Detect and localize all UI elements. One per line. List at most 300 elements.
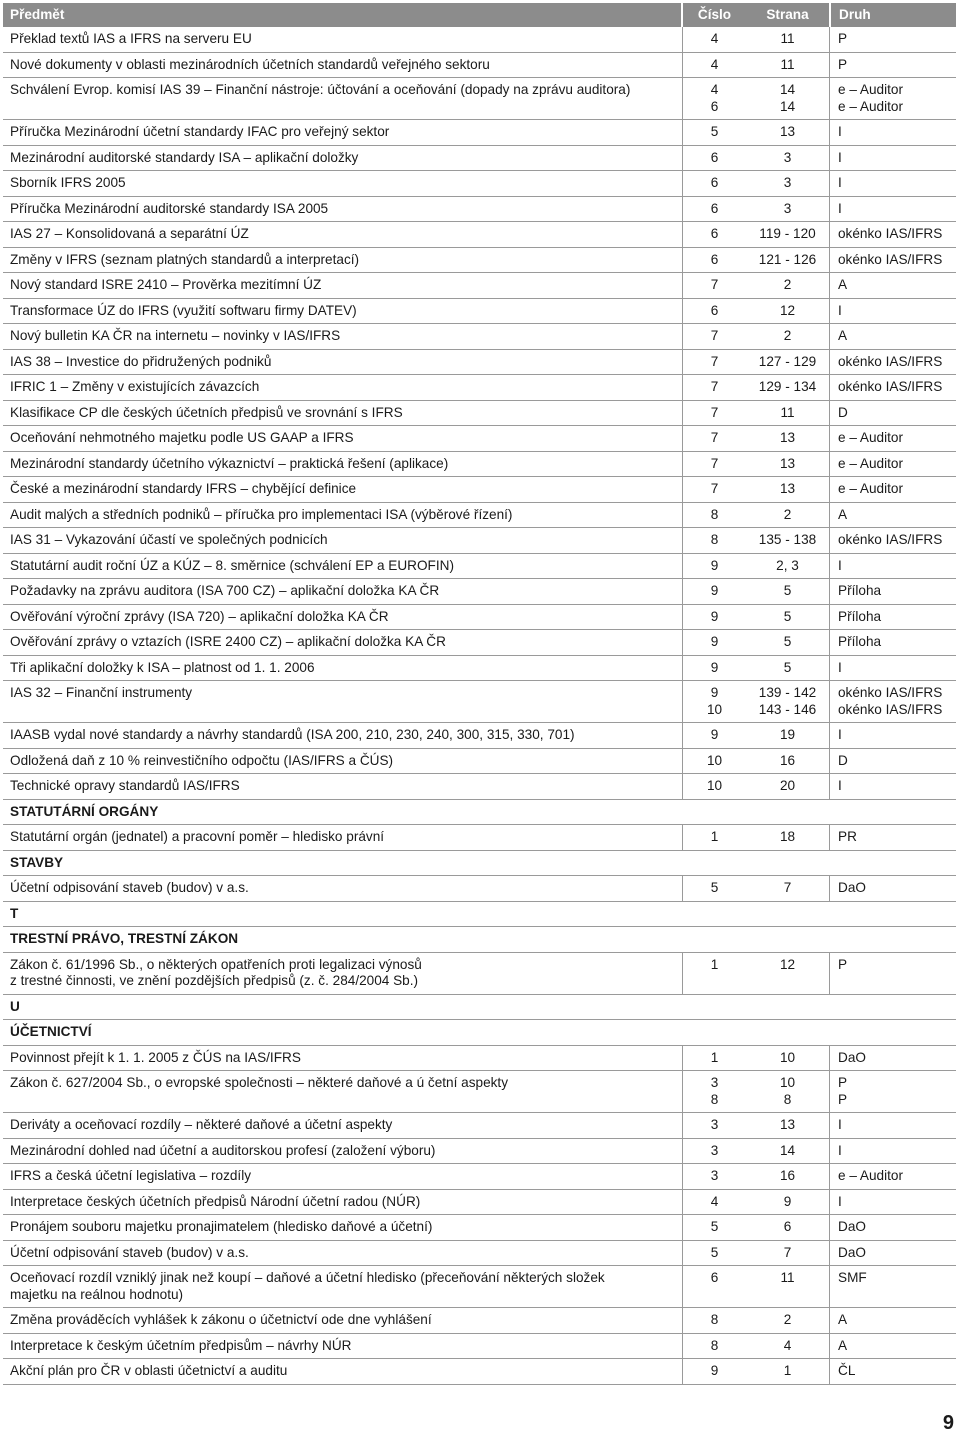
row-page-value: 139 - 142: [758, 685, 817, 700]
row-page-value: 7: [783, 1244, 792, 1260]
row-type: [829, 1308, 956, 1333]
row-number-value: 9: [710, 557, 719, 573]
row-type: [829, 477, 956, 502]
row-page-value: 11: [780, 56, 795, 72]
row-type: [829, 876, 956, 901]
row-type-value: D: [838, 752, 848, 768]
row-page: [746, 426, 829, 451]
row-number: [683, 1266, 746, 1307]
row-type: [829, 1071, 956, 1112]
row-page: [746, 1215, 829, 1240]
row-page-value: 13: [779, 124, 796, 139]
row-type-value: P: [838, 956, 848, 972]
row-number: [683, 554, 746, 579]
row-subject: Pronájem souboru majetku pronajimatelem (hledisko daňové a účetní): [3, 1215, 683, 1240]
row-page-value: 9: [783, 1193, 792, 1209]
row-subject: IAASB vydal nové standardy a návrhy standardů (ISA 200, 210, 230, 240, 300, 315, 330, 701): [3, 723, 683, 748]
row-number-value: 5: [710, 880, 719, 895]
row-number: [683, 1190, 746, 1215]
row-number-value: 9: [710, 583, 719, 598]
row-type-value: okénko IAS/IFRS: [838, 532, 943, 547]
row-subject: Požadavky na zprávu auditora (ISA 700 CZ) – aplikační doložka KA ČR: [3, 579, 683, 604]
table-row: [3, 477, 956, 503]
row-type: [829, 1190, 956, 1215]
table-row: [3, 197, 956, 223]
header-subject: Předmět: [3, 3, 683, 27]
table-row: [3, 1308, 956, 1334]
row-type: [829, 401, 956, 426]
row-type: [829, 222, 956, 247]
row-subject: Mezinárodní dohled nad účetní a auditorskou profesí (založení výboru): [3, 1139, 683, 1164]
row-number-value: 3: [710, 1117, 719, 1132]
row-page-value: 14: [779, 1142, 796, 1158]
row-page-value: 10: [779, 1049, 796, 1065]
row-number: [683, 528, 746, 553]
row-number-value: 9: [710, 634, 719, 649]
row-page: [746, 273, 829, 298]
row-number: [683, 723, 746, 748]
row-number-value: 7: [710, 404, 719, 420]
row-subject: IAS 27 – Konsolidovaná a separátní ÚZ: [3, 222, 683, 247]
row-number-value: 10: [706, 701, 723, 717]
row-page-value: 11: [780, 1270, 795, 1285]
row-number: [683, 222, 746, 247]
row-subject: Audit malých a středních podniků – příručka pro implementaci ISA (výběrové řízení): [3, 503, 683, 528]
row-number: [683, 825, 746, 850]
row-page: [746, 324, 829, 349]
row-type: [829, 774, 956, 799]
row-number: [683, 171, 746, 196]
row-number-value: 10: [706, 752, 723, 768]
row-type-value: P: [838, 56, 848, 72]
row-type: [829, 78, 956, 119]
row-type-value: SMF: [838, 1270, 867, 1285]
table-row: [3, 774, 956, 800]
row-page-value: 135 - 138: [758, 532, 817, 547]
table-row: [3, 273, 956, 299]
row-type-value: I: [838, 1142, 842, 1158]
table-row: [3, 681, 956, 723]
row-type-value: I: [838, 557, 842, 573]
table-row: [3, 528, 956, 554]
row-number: [683, 1113, 746, 1138]
row-page-value: 119 - 120: [759, 226, 816, 241]
row-type: [829, 1046, 956, 1071]
row-type: [829, 1334, 956, 1359]
row-subject: Nové dokumenty v oblasti mezinárodních účetních standardů veřejného sektoru: [3, 53, 683, 78]
row-type: [829, 749, 956, 774]
row-page: [746, 656, 829, 681]
row-number-value: 4: [710, 56, 719, 72]
row-type: [829, 120, 956, 145]
row-number-value: 9: [710, 1363, 719, 1378]
row-number-value: 9: [710, 659, 719, 675]
row-page: [746, 1359, 829, 1384]
row-number-value: 9: [710, 685, 719, 700]
row-number-value: 7: [710, 379, 719, 394]
row-page: [746, 554, 829, 579]
table-row: [3, 452, 956, 478]
row-number-value: 6: [710, 175, 719, 190]
row-number: [683, 579, 746, 604]
row-page-value: 5: [783, 583, 792, 598]
index-table: [3, 3, 956, 1385]
row-type-value: Příloha: [838, 608, 882, 624]
row-type: [829, 1164, 956, 1189]
row-page: [746, 222, 829, 247]
row-type-value: I: [838, 175, 842, 190]
row-page: [746, 1071, 829, 1112]
row-page-value: 5: [783, 608, 792, 624]
row-page-value: 127 - 129: [758, 353, 817, 369]
row-subject: Interpretace k českým účetním předpisům – návrhy NÚR: [3, 1334, 683, 1359]
row-number: [683, 749, 746, 774]
row-type-value: DaO: [838, 1219, 866, 1234]
row-type-value: DaO: [838, 880, 866, 895]
row-page: [746, 681, 829, 722]
row-page-value: 14: [779, 82, 796, 97]
row-subject: Změna prováděcích vyhlášek k zákonu o účetnictví ode dne vyhlášení: [3, 1308, 683, 1333]
row-number: [683, 953, 746, 994]
row-number-value: 7: [710, 353, 719, 369]
row-type: [829, 27, 956, 52]
row-page-value: 1: [783, 1363, 792, 1378]
row-subject: IFRIC 1 – Změny v existujících závazcích: [3, 375, 683, 400]
row-number: [683, 1071, 746, 1112]
row-type-value: P: [838, 31, 848, 46]
row-page: [746, 953, 829, 994]
row-page-value: 12: [779, 956, 796, 972]
row-number-value: 3: [710, 1168, 719, 1183]
row-page-value: 18: [779, 829, 796, 844]
row-number: [683, 426, 746, 451]
table-row: [3, 120, 956, 146]
row-type-value: PR: [838, 829, 857, 844]
table-row: [3, 78, 956, 120]
row-number: [683, 774, 746, 799]
row-page-value: 129 - 134: [758, 379, 817, 394]
row-number: [683, 197, 746, 222]
row-number-value: 8: [710, 1091, 719, 1107]
row-number-value: 3: [710, 1142, 719, 1158]
row-page: [746, 723, 829, 748]
row-number-value: 5: [710, 1219, 719, 1234]
row-page: [746, 605, 829, 630]
table-row: [3, 876, 956, 902]
row-page-value: 11: [780, 404, 795, 420]
section-title: STATUTÁRNÍ ORGÁNY: [10, 803, 159, 819]
row-type: [829, 171, 956, 196]
row-subject: České a mezinárodní standardy IFRS – chybějící definice: [3, 477, 683, 502]
row-page: [746, 197, 829, 222]
row-subject: Zákon č. 627/2004 Sb., o evropské společnosti – některé daňové a ú četní aspekty: [3, 1071, 683, 1112]
table-row: [3, 1334, 956, 1360]
row-number: [683, 1359, 746, 1384]
row-number-value: 8: [710, 1337, 719, 1353]
row-type-value: e – Auditor: [838, 82, 903, 97]
row-page: [746, 350, 829, 375]
table-row: [3, 1359, 956, 1385]
row-type: [829, 350, 956, 375]
row-page: [746, 876, 829, 901]
row-subject: Ověřování zprávy o vztazích (ISRE 2400 CZ) – aplikační doložka KA ČR: [3, 630, 683, 655]
section-heading: [3, 800, 956, 826]
row-number-value: 8: [710, 1312, 719, 1327]
row-number-value: 6: [710, 302, 719, 318]
row-number: [683, 146, 746, 171]
row-type-value: D: [838, 404, 848, 420]
row-page-value: 13: [779, 481, 796, 496]
row-type-value: e – Auditor: [838, 98, 903, 114]
row-subject: IAS 38 – Investice do přidružených podniků: [3, 350, 683, 375]
table-row: [3, 503, 956, 529]
row-number-value: 4: [710, 1193, 719, 1209]
table-row: [3, 350, 956, 376]
row-page: [746, 401, 829, 426]
table-row: [3, 825, 956, 851]
row-subject: IFRS a česká účetní legislativa – rozdíly: [3, 1164, 683, 1189]
row-subject: Mezinárodní auditorské standardy ISA – aplikační doložky: [3, 146, 683, 171]
row-page: [746, 1241, 829, 1266]
row-subject: Interpretace českých účetních předpisů Národní účetní radou (NÚR): [3, 1190, 683, 1215]
row-number-value: 8: [710, 506, 719, 522]
row-type-value: Příloha: [838, 634, 882, 649]
row-number-value: 1: [710, 1049, 719, 1065]
row-subject: Oceňovací rozdíl vzniklý jinak než koupí – daňové a účetní hledisko (přeceňování některých složek majetku na reálnou hodnotu): [3, 1266, 683, 1307]
row-page-value: 8: [783, 1091, 792, 1107]
row-type-value: e – Auditor: [838, 481, 903, 496]
row-subject: Účetní odpisování staveb (budov) v a.s.: [3, 876, 683, 901]
row-type: [829, 197, 956, 222]
row-type-value: A: [838, 1337, 848, 1353]
row-subject: Transformace ÚZ do IFRS (využití softwaru firmy DATEV): [3, 299, 683, 324]
row-number-value: 1: [710, 956, 719, 972]
row-subject: Deriváty a oceňovací rozdíly – některé daňové a účetní aspekty: [3, 1113, 683, 1138]
row-type: [829, 605, 956, 630]
row-number: [683, 1215, 746, 1240]
row-page-value: 3: [783, 175, 792, 190]
row-type-value: okénko IAS/IFRS: [838, 353, 943, 369]
row-page-value: 2: [783, 277, 792, 292]
row-number-value: 7: [710, 430, 719, 445]
row-type: [829, 273, 956, 298]
row-page: [746, 248, 829, 273]
row-page: [746, 1164, 829, 1189]
row-subject: IAS 31 – Vykazování účastí ve společných podnicích: [3, 528, 683, 553]
row-subject: Statutární orgán (jednatel) a pracovní poměr – hledisko právní: [3, 825, 683, 850]
row-page: [746, 1113, 829, 1138]
row-page: [746, 375, 829, 400]
row-number: [683, 401, 746, 426]
row-number-value: 6: [710, 149, 719, 165]
row-type: [829, 528, 956, 553]
row-page-value: 19: [779, 727, 796, 742]
row-number: [683, 452, 746, 477]
row-type-value: I: [838, 778, 842, 793]
row-number: [683, 324, 746, 349]
row-subject: Schválení Evrop. komisí IAS 39 – Finanční nástroje: účtování a oceňování (dopady na zprávu auditora): [3, 78, 683, 119]
row-number: [683, 1308, 746, 1333]
table-body: [3, 27, 956, 1385]
row-type: [829, 1113, 956, 1138]
table-row: [3, 656, 956, 682]
row-type-value: A: [838, 277, 848, 292]
row-number-value: 7: [710, 481, 719, 496]
section-title: ÚČETNICTVÍ: [10, 1024, 92, 1039]
row-subject: Povinnost přejít k 1. 1. 2005 z ČÚS na IAS/IFRS: [3, 1046, 683, 1071]
row-subject: Tři aplikační doložky k ISA – platnost od 1. 1. 2006: [3, 656, 683, 681]
section-heading: [3, 1020, 956, 1046]
header-type: Druh: [829, 3, 956, 27]
row-subject: Ověřování výroční zprávy (ISA 720) – aplikační doložka KA ČR: [3, 605, 683, 630]
table-row: [3, 1164, 956, 1190]
row-number: [683, 503, 746, 528]
row-page: [746, 503, 829, 528]
row-type: [829, 825, 956, 850]
row-number-value: 4: [710, 82, 719, 97]
row-subject: IAS 32 – Finanční instrumenty: [3, 681, 683, 722]
row-number: [683, 1139, 746, 1164]
row-page: [746, 78, 829, 119]
row-number-value: 1: [710, 829, 719, 844]
row-page-value: 13: [779, 1117, 796, 1132]
table-row: [3, 723, 956, 749]
table-row: [3, 27, 956, 53]
row-number: [683, 876, 746, 901]
table-row: [3, 953, 956, 995]
row-type-value: A: [838, 1312, 848, 1327]
row-type-value: I: [838, 149, 842, 165]
row-number-value: 10: [706, 778, 723, 793]
row-page-value: 2: [783, 328, 792, 343]
row-number-value: 6: [710, 200, 719, 216]
row-type-value: A: [838, 506, 848, 522]
row-subject: Oceňování nehmotného majetku podle US GAAP a IFRS: [3, 426, 683, 451]
row-type-value: I: [838, 124, 842, 139]
row-type-value: I: [838, 727, 842, 742]
row-number-value: 6: [710, 1270, 719, 1285]
table-row: [3, 299, 956, 325]
row-type-value: okénko IAS/IFRS: [838, 701, 943, 717]
row-page-value: 16: [779, 752, 796, 768]
row-type-value: A: [838, 328, 848, 343]
row-subject: Nový bulletin KA ČR na internetu – novinky v IAS/IFRS: [3, 324, 683, 349]
row-type-value: I: [838, 659, 842, 675]
section-title: T: [10, 905, 19, 921]
row-number-value: 4: [710, 31, 719, 46]
row-page: [746, 1190, 829, 1215]
row-subject: Změny v IFRS (seznam platných standardů a interpretací): [3, 248, 683, 273]
row-type-value: I: [838, 302, 842, 318]
row-page: [746, 579, 829, 604]
row-type-value: Příloha: [838, 583, 882, 598]
row-page: [746, 120, 829, 145]
section-title: U: [10, 998, 20, 1014]
row-number-value: 8: [710, 532, 719, 547]
row-page: [746, 1334, 829, 1359]
row-type-value: I: [838, 1193, 842, 1209]
row-number: [683, 477, 746, 502]
row-type: [829, 1359, 956, 1384]
row-type: [829, 324, 956, 349]
row-type-value: okénko IAS/IFRS: [838, 379, 943, 394]
row-type-value: okénko IAS/IFRS: [838, 685, 943, 700]
table-row: [3, 605, 956, 631]
row-number-value: 7: [710, 277, 719, 292]
row-number-value: 7: [710, 455, 719, 471]
row-type-value: I: [838, 1117, 842, 1132]
row-type: [829, 723, 956, 748]
table-row: [3, 1215, 956, 1241]
table-row: [3, 1113, 956, 1139]
table-row: [3, 1241, 956, 1267]
row-type: [829, 1266, 956, 1307]
row-type-value: okénko IAS/IFRS: [838, 226, 943, 241]
table-row: [3, 554, 956, 580]
row-subject: Příručka Mezinárodní účetní standardy IFAC pro veřejný sektor: [3, 120, 683, 145]
row-page-value: 2: [783, 506, 792, 522]
row-type-value: P: [838, 1075, 848, 1090]
table-row: [3, 401, 956, 427]
row-page-value: 143 - 146: [758, 701, 817, 717]
row-page: [746, 171, 829, 196]
row-page: [746, 749, 829, 774]
row-subject: Mezinárodní standardy účetního výkaznictví – praktická řešení (aplikace): [3, 452, 683, 477]
row-number: [683, 1164, 746, 1189]
row-type: [829, 554, 956, 579]
row-type: [829, 426, 956, 451]
row-subject: Odložená daň z 10 % reinvestičního odpočtu (IAS/IFRS a ČÚS): [3, 749, 683, 774]
row-number: [683, 350, 746, 375]
row-number-value: 5: [710, 124, 719, 139]
table-row: [3, 1071, 956, 1113]
row-page-value: 5: [783, 634, 792, 649]
row-type: [829, 503, 956, 528]
row-number: [683, 1334, 746, 1359]
row-type: [829, 375, 956, 400]
row-page-value: 16: [779, 1168, 796, 1183]
row-subject: Technické opravy standardů IAS/IFRS: [3, 774, 683, 799]
row-number: [683, 656, 746, 681]
section-heading: [3, 995, 956, 1021]
row-type-value: okénko IAS/IFRS: [838, 251, 943, 267]
row-type-value: e – Auditor: [838, 430, 903, 445]
row-number: [683, 630, 746, 655]
table-row: [3, 324, 956, 350]
row-page-value: 121 - 126: [758, 251, 817, 267]
row-page: [746, 477, 829, 502]
page-number: 9: [942, 1412, 954, 1434]
table-row: [3, 1190, 956, 1216]
row-type: [829, 656, 956, 681]
row-type-value: DaO: [838, 1244, 866, 1260]
row-page: [746, 1266, 829, 1307]
row-page: [746, 825, 829, 850]
table-row: [3, 1139, 956, 1165]
row-page: [746, 452, 829, 477]
table-row: [3, 53, 956, 79]
row-page: [746, 1308, 829, 1333]
row-number: [683, 248, 746, 273]
row-number: [683, 1046, 746, 1071]
row-subject: Překlad textů IAS a IFRS na serveru EU: [3, 27, 683, 52]
row-subject: Sborník IFRS 2005: [3, 171, 683, 196]
row-subject: Statutární audit roční ÚZ a KÚZ – 8. směrnice (schválení EP a EUROFIN): [3, 554, 683, 579]
row-type: [829, 146, 956, 171]
row-page-value: 6: [783, 1219, 792, 1234]
row-page-value: 10: [779, 1075, 796, 1090]
row-number: [683, 27, 746, 52]
